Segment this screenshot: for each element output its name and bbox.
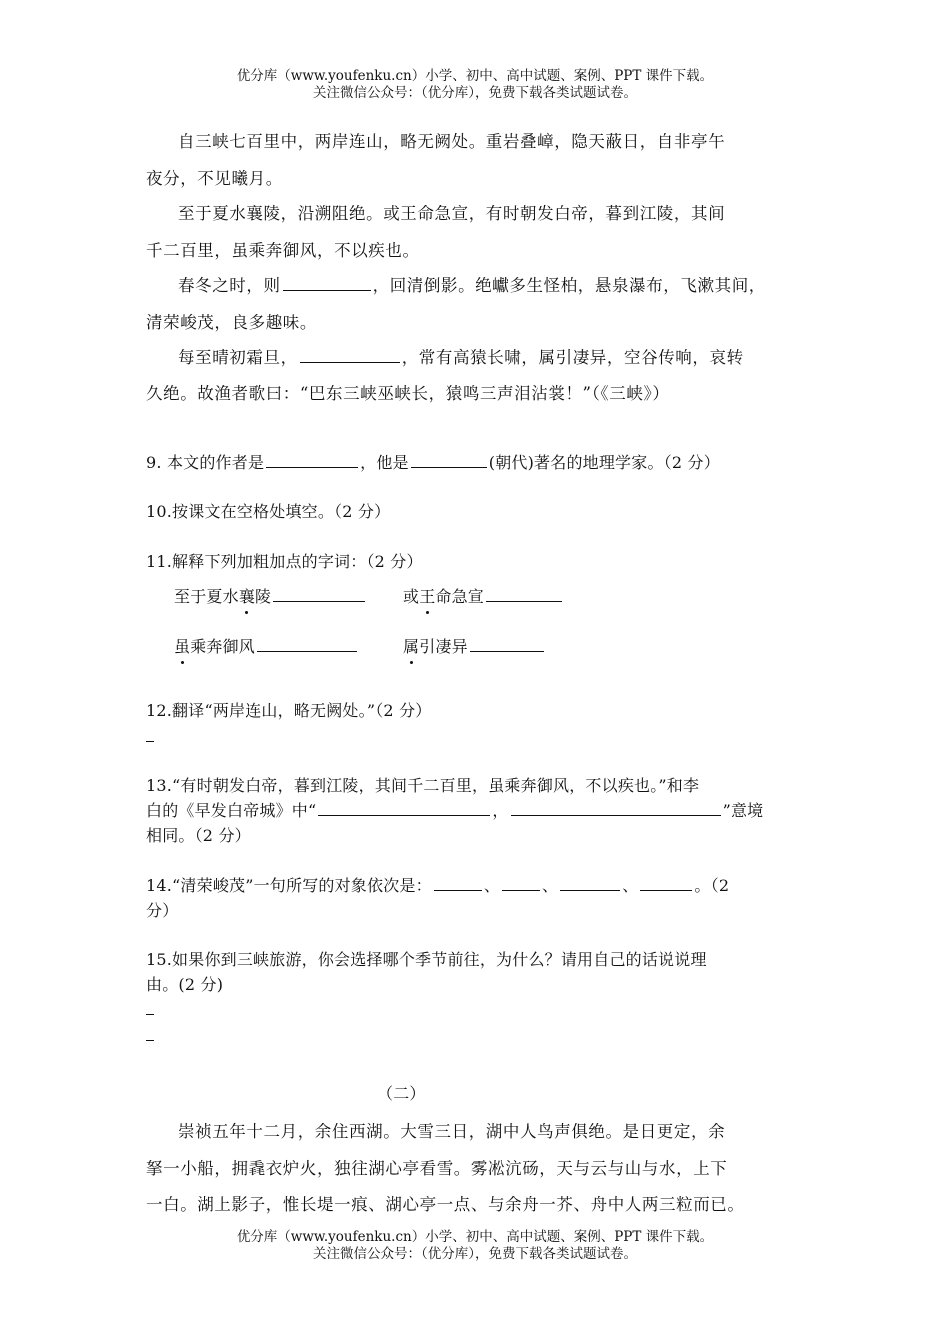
answer-line[interactable] (146, 1040, 154, 1041)
answer-blank[interactable] (257, 636, 357, 652)
question-text: ， (492, 801, 509, 820)
question-13-line: 13.“有时朝发白帝，暮到江陵，其间千二百里，虽乘奔御风，不以疾也。”和李 (146, 776, 700, 795)
question-9 (146, 450, 720, 473)
footer-line-1: 优分库（www.youfenku.cn）小学、初中、高中试题、案例、PPT 课件下载。 (236, 1229, 714, 1245)
answer-line[interactable] (146, 741, 154, 742)
answer-blank[interactable] (502, 875, 540, 891)
dotted-char: 属 (403, 637, 420, 656)
question-11-item (174, 584, 367, 607)
separator: 、 (542, 876, 559, 895)
section-title: （二） (377, 1084, 426, 1103)
answer-blank[interactable] (434, 875, 482, 891)
question-text: 。（2 (694, 876, 730, 895)
item-text: 陵 (255, 587, 272, 606)
answer-line[interactable] (146, 1014, 154, 1015)
passage1-text: 每至晴初霜旦， (178, 348, 298, 367)
item-text: 或 (403, 587, 420, 606)
question-11-item (174, 634, 359, 657)
answer-blank[interactable] (486, 586, 562, 602)
question-text: 白的《早发白帝城》中“ (146, 801, 317, 820)
question-10: 10.按课文在空格处填空。（2 分） (146, 502, 391, 521)
question-13-line (146, 798, 763, 821)
item-text: 引凄异 (419, 637, 468, 656)
question-15-line: 15.如果你到三峡旅游，你会选择哪个季节前往，为什么？请用自己的话说说理 (146, 950, 707, 969)
passage1-line (178, 344, 744, 368)
passage1-line: 清荣峻茂，良多趣味。 (146, 313, 317, 332)
question-11-item (403, 634, 546, 657)
passage1-line: 至于夏水襄陵，沿溯阻绝。或王命急宣，有时朝发白帝，暮到江陵，其间 (178, 204, 726, 223)
question-text: ，他是 (360, 453, 409, 472)
passage1-line: 自三峡七百里中，两岸连山，略无阙处。重岩叠嶂，隐天蔽日，自非亭午 (178, 132, 726, 151)
question-15-line: 由。(2 分) (146, 975, 224, 994)
header-line-2: 关注微信公众号：（优分库），免费下载各类试题试卷。 (313, 85, 637, 101)
question-13-line: 相同。（2 分） (146, 826, 251, 845)
answer-blank[interactable] (470, 636, 544, 652)
separator: 、 (622, 876, 639, 895)
answer-blank[interactable] (266, 452, 358, 468)
answer-blank[interactable] (318, 800, 490, 816)
dotted-char: 襄 (238, 587, 256, 606)
page-footer (0, 1229, 950, 1263)
answer-blank[interactable] (560, 875, 620, 891)
question-14 (146, 873, 729, 896)
dotted-char: 虽 (174, 637, 191, 656)
dotted-char: 王 (419, 587, 436, 606)
answer-blank[interactable] (411, 452, 487, 468)
question-text: 9. 本文的作者是 (146, 453, 265, 472)
item-text: 乘奔御风 (190, 637, 256, 656)
footer-line-2: 关注微信公众号：（优分库），免费下载各类试题试卷。 (313, 1246, 637, 1262)
page-header (0, 68, 950, 102)
answer-blank[interactable] (273, 586, 365, 602)
passage1-line: 千二百里，虽乘奔御风，不以疾也。 (146, 241, 420, 260)
item-text: 至于夏水 (174, 587, 239, 606)
fill-blank[interactable] (283, 275, 371, 291)
passage2-line: 一白。湖上影子，惟长堤一痕、湖心亭一点、与余舟一芥、舟中人两三粒而已。 (146, 1195, 745, 1214)
separator: 、 (483, 876, 501, 895)
item-text: 命急宣 (435, 587, 485, 606)
passage1-line: 夜分，不见曦月。 (146, 169, 283, 188)
passage1-line: 久绝。故渔者歌曰：“巴东三峡巫峡长，猿鸣三声泪沾裳！”（《三峡》） (146, 384, 670, 403)
answer-blank[interactable] (640, 875, 692, 891)
passage1-text: 春冬之时，则 (178, 276, 281, 295)
question-11: 11.解释下列加粗加点的字词：（2 分） (146, 552, 423, 571)
question-11-item (403, 584, 564, 607)
question-text: (朝代)著名的地理学家。（2 分） (488, 453, 720, 472)
passage1-line (178, 272, 766, 296)
header-line-1: 优分库（www.youfenku.cn）小学、初中、高中试题、案例、PPT 课件下载。 (236, 68, 714, 84)
question-text: 14.“清荣峻茂”一句所写的对象依次是： (146, 876, 432, 895)
question-12: 12.翻译“两岸连山，略无阙处。”（2 分） (146, 701, 432, 720)
question-text: ”意境 (722, 801, 764, 820)
passage2-line: 拏一小船，拥毳衣炉火，独往湖心亭看雪。雾凇沆砀，天与云与山与水，上下 (146, 1159, 728, 1178)
answer-blank[interactable] (511, 800, 721, 816)
question-14-line: 分） (146, 901, 179, 920)
fill-blank[interactable] (300, 347, 400, 363)
passage1-text: ，回清倒影。绝巘多生怪柏，悬泉瀑布，飞漱其间， (372, 276, 766, 295)
passage1-text: ，常有高猿长啸，属引凄异，空谷传响，哀转 (401, 348, 744, 367)
passage2-line: 崇祯五年十二月，余住西湖。大雪三日，湖中人鸟声俱绝。是日更定，余 (178, 1122, 726, 1141)
